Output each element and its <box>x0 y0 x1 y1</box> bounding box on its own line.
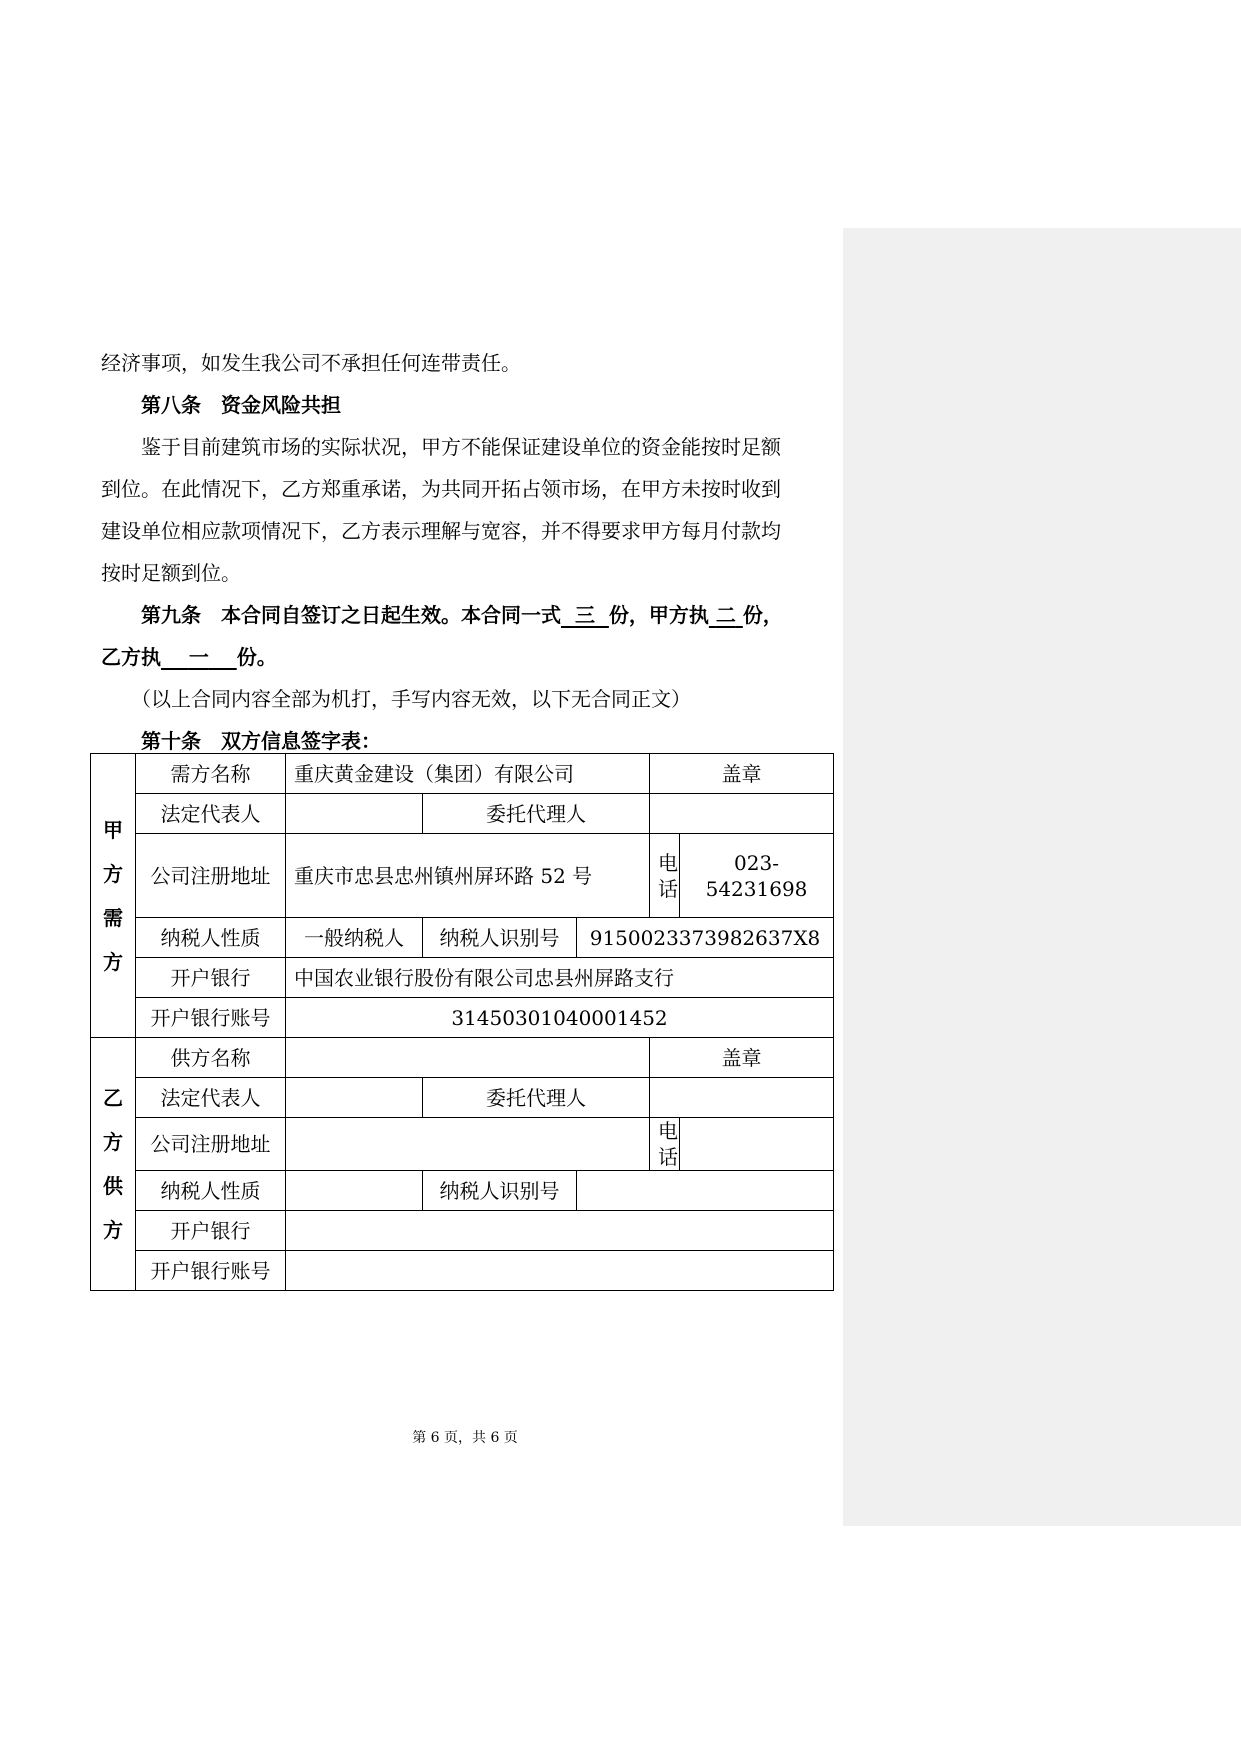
table-row <box>91 958 834 998</box>
party-a-phone-value: 023-54231698 <box>680 834 834 918</box>
copies-a-value: 二 <box>715 603 736 627</box>
table-row <box>91 1211 834 1251</box>
party-b-side-label <box>91 1038 136 1291</box>
copies-total-value: 三 <box>574 603 595 627</box>
party-a-legal-rep-label: 法定代表人 <box>136 794 286 834</box>
party-a-account-label: 开户银行账号 <box>136 998 286 1038</box>
party-b-address-label: 公司注册地址 <box>136 1118 286 1171</box>
contract-body <box>101 348 831 756</box>
party-b-phone-value <box>680 1118 834 1171</box>
note-line <box>101 684 831 714</box>
party-a-agent-value <box>650 794 834 834</box>
party-b-seal: 盖章 <box>650 1038 834 1078</box>
article-9-copies-a <box>709 600 743 630</box>
party-b-name-value <box>286 1038 650 1078</box>
party-a-tax-type-label: 纳税人性质 <box>136 918 286 958</box>
party-a-account-value: 31450301040001452 <box>286 998 834 1038</box>
side-char: 方 <box>103 1130 123 1154</box>
article-8-body <box>101 432 831 588</box>
article-8-line: 鉴于目前建筑市场的实际状况，甲方不能保证建设单位的资金能按时足额 <box>101 435 781 459</box>
party-b-phone-label: 电话 <box>650 1118 680 1171</box>
article-9-suffix: 份。 <box>236 645 277 669</box>
party-a-tax-type-value: 一般纳税人 <box>286 918 423 958</box>
party-a-side-label <box>91 754 136 1038</box>
article-8-title <box>101 390 831 420</box>
party-a-phone-label: 电话 <box>650 834 680 918</box>
page-footer: 第 6 页，共 6 页 <box>412 1430 518 1446</box>
article-9-copies-total <box>561 600 609 630</box>
article-8-heading: 第八条 资金风险共担 <box>141 393 341 417</box>
party-b-name-label: 供方名称 <box>136 1038 286 1078</box>
party-b-tax-id-label: 纳税人识别号 <box>423 1171 577 1211</box>
article-9-prefix: 第九条 本合同自签订之日起生效。本合同一式 <box>141 603 561 627</box>
party-a-bank-label: 开户银行 <box>136 958 286 998</box>
table-row <box>91 794 834 834</box>
party-a-tax-id-label: 纳税人识别号 <box>423 918 577 958</box>
party-b-account-label: 开户银行账号 <box>136 1251 286 1291</box>
article-10-heading: 第十条 双方信息签字表： <box>141 729 381 753</box>
article-8-line: 到位。在此情况下，乙方郑重承诺，为共同开拓占领市场，在甲方未按时收到 <box>101 477 781 501</box>
signature-table <box>90 753 834 1291</box>
article-8-line: 建设单位相应款项情况下，乙方表示理解与宽容，并不得要求甲方每月付款均 <box>101 519 781 543</box>
comment-pane <box>843 228 1241 1526</box>
party-b-tax-type-value <box>286 1171 423 1211</box>
party-b-bank-label: 开户银行 <box>136 1211 286 1251</box>
article-10-title <box>101 726 831 756</box>
article-9-line-1 <box>101 600 831 630</box>
party-a-legal-rep-value <box>286 794 423 834</box>
copies-b-value: 一 <box>188 645 209 669</box>
machine-typed-note: （以上合同内容全部为机打，手写内容无效，以下无合同正文） <box>141 687 691 711</box>
party-b-legal-rep-label: 法定代表人 <box>136 1078 286 1118</box>
party-b-address-value <box>286 1118 650 1171</box>
article-9-mid1: 份，甲方执 <box>608 603 709 627</box>
article-8-line: 按时足额到位。 <box>101 561 241 585</box>
table-row <box>91 1038 834 1078</box>
table-row <box>91 1118 834 1171</box>
party-b-agent-value <box>650 1078 834 1118</box>
table-row <box>91 1078 834 1118</box>
table-row <box>91 754 834 794</box>
party-b-agent-label: 委托代理人 <box>423 1078 650 1118</box>
table-row <box>91 1171 834 1211</box>
side-char: 甲 <box>103 817 123 842</box>
table-row <box>91 918 834 958</box>
side-char: 供 <box>103 1174 123 1198</box>
party-a-agent-label: 委托代理人 <box>423 794 650 834</box>
article-9-mid2: 份， <box>742 603 783 627</box>
table-row <box>91 1251 834 1291</box>
party-a-name-label: 需方名称 <box>136 754 286 794</box>
table-row <box>91 834 834 918</box>
side-char: 方 <box>103 1218 123 1242</box>
party-a-tax-id-value: 9150023373982637X8 <box>577 918 834 958</box>
party-a-bank-value: 中国农业银行股份有限公司忠县州屏路支行 <box>286 958 834 998</box>
party-b-tax-id-value <box>577 1171 834 1211</box>
side-char: 需 <box>103 905 123 930</box>
side-char: 方 <box>103 861 123 886</box>
party-b-bank-value <box>286 1211 834 1251</box>
paragraph-continuation: 经济事项，如发生我公司不承担任何连带责任。 <box>101 351 521 375</box>
table-row <box>91 998 834 1038</box>
party-a-address-label: 公司注册地址 <box>136 834 286 918</box>
side-char: 方 <box>103 949 123 974</box>
party-a-seal: 盖章 <box>650 754 834 794</box>
party-b-account-value <box>286 1251 834 1291</box>
article-9-line-2 <box>101 642 831 672</box>
party-a-address-value: 重庆市忠县忠州镇州屏环路 52 号 <box>286 834 650 918</box>
side-char: 乙 <box>103 1086 123 1110</box>
party-b-tax-type-label: 纳税人性质 <box>136 1171 286 1211</box>
article-9-line2-prefix: 乙方执 <box>101 645 161 669</box>
party-b-legal-rep-value <box>286 1078 423 1118</box>
party-a-name-value: 重庆黄金建设（集团）有限公司 <box>286 754 650 794</box>
article-9-copies-b <box>161 642 237 672</box>
